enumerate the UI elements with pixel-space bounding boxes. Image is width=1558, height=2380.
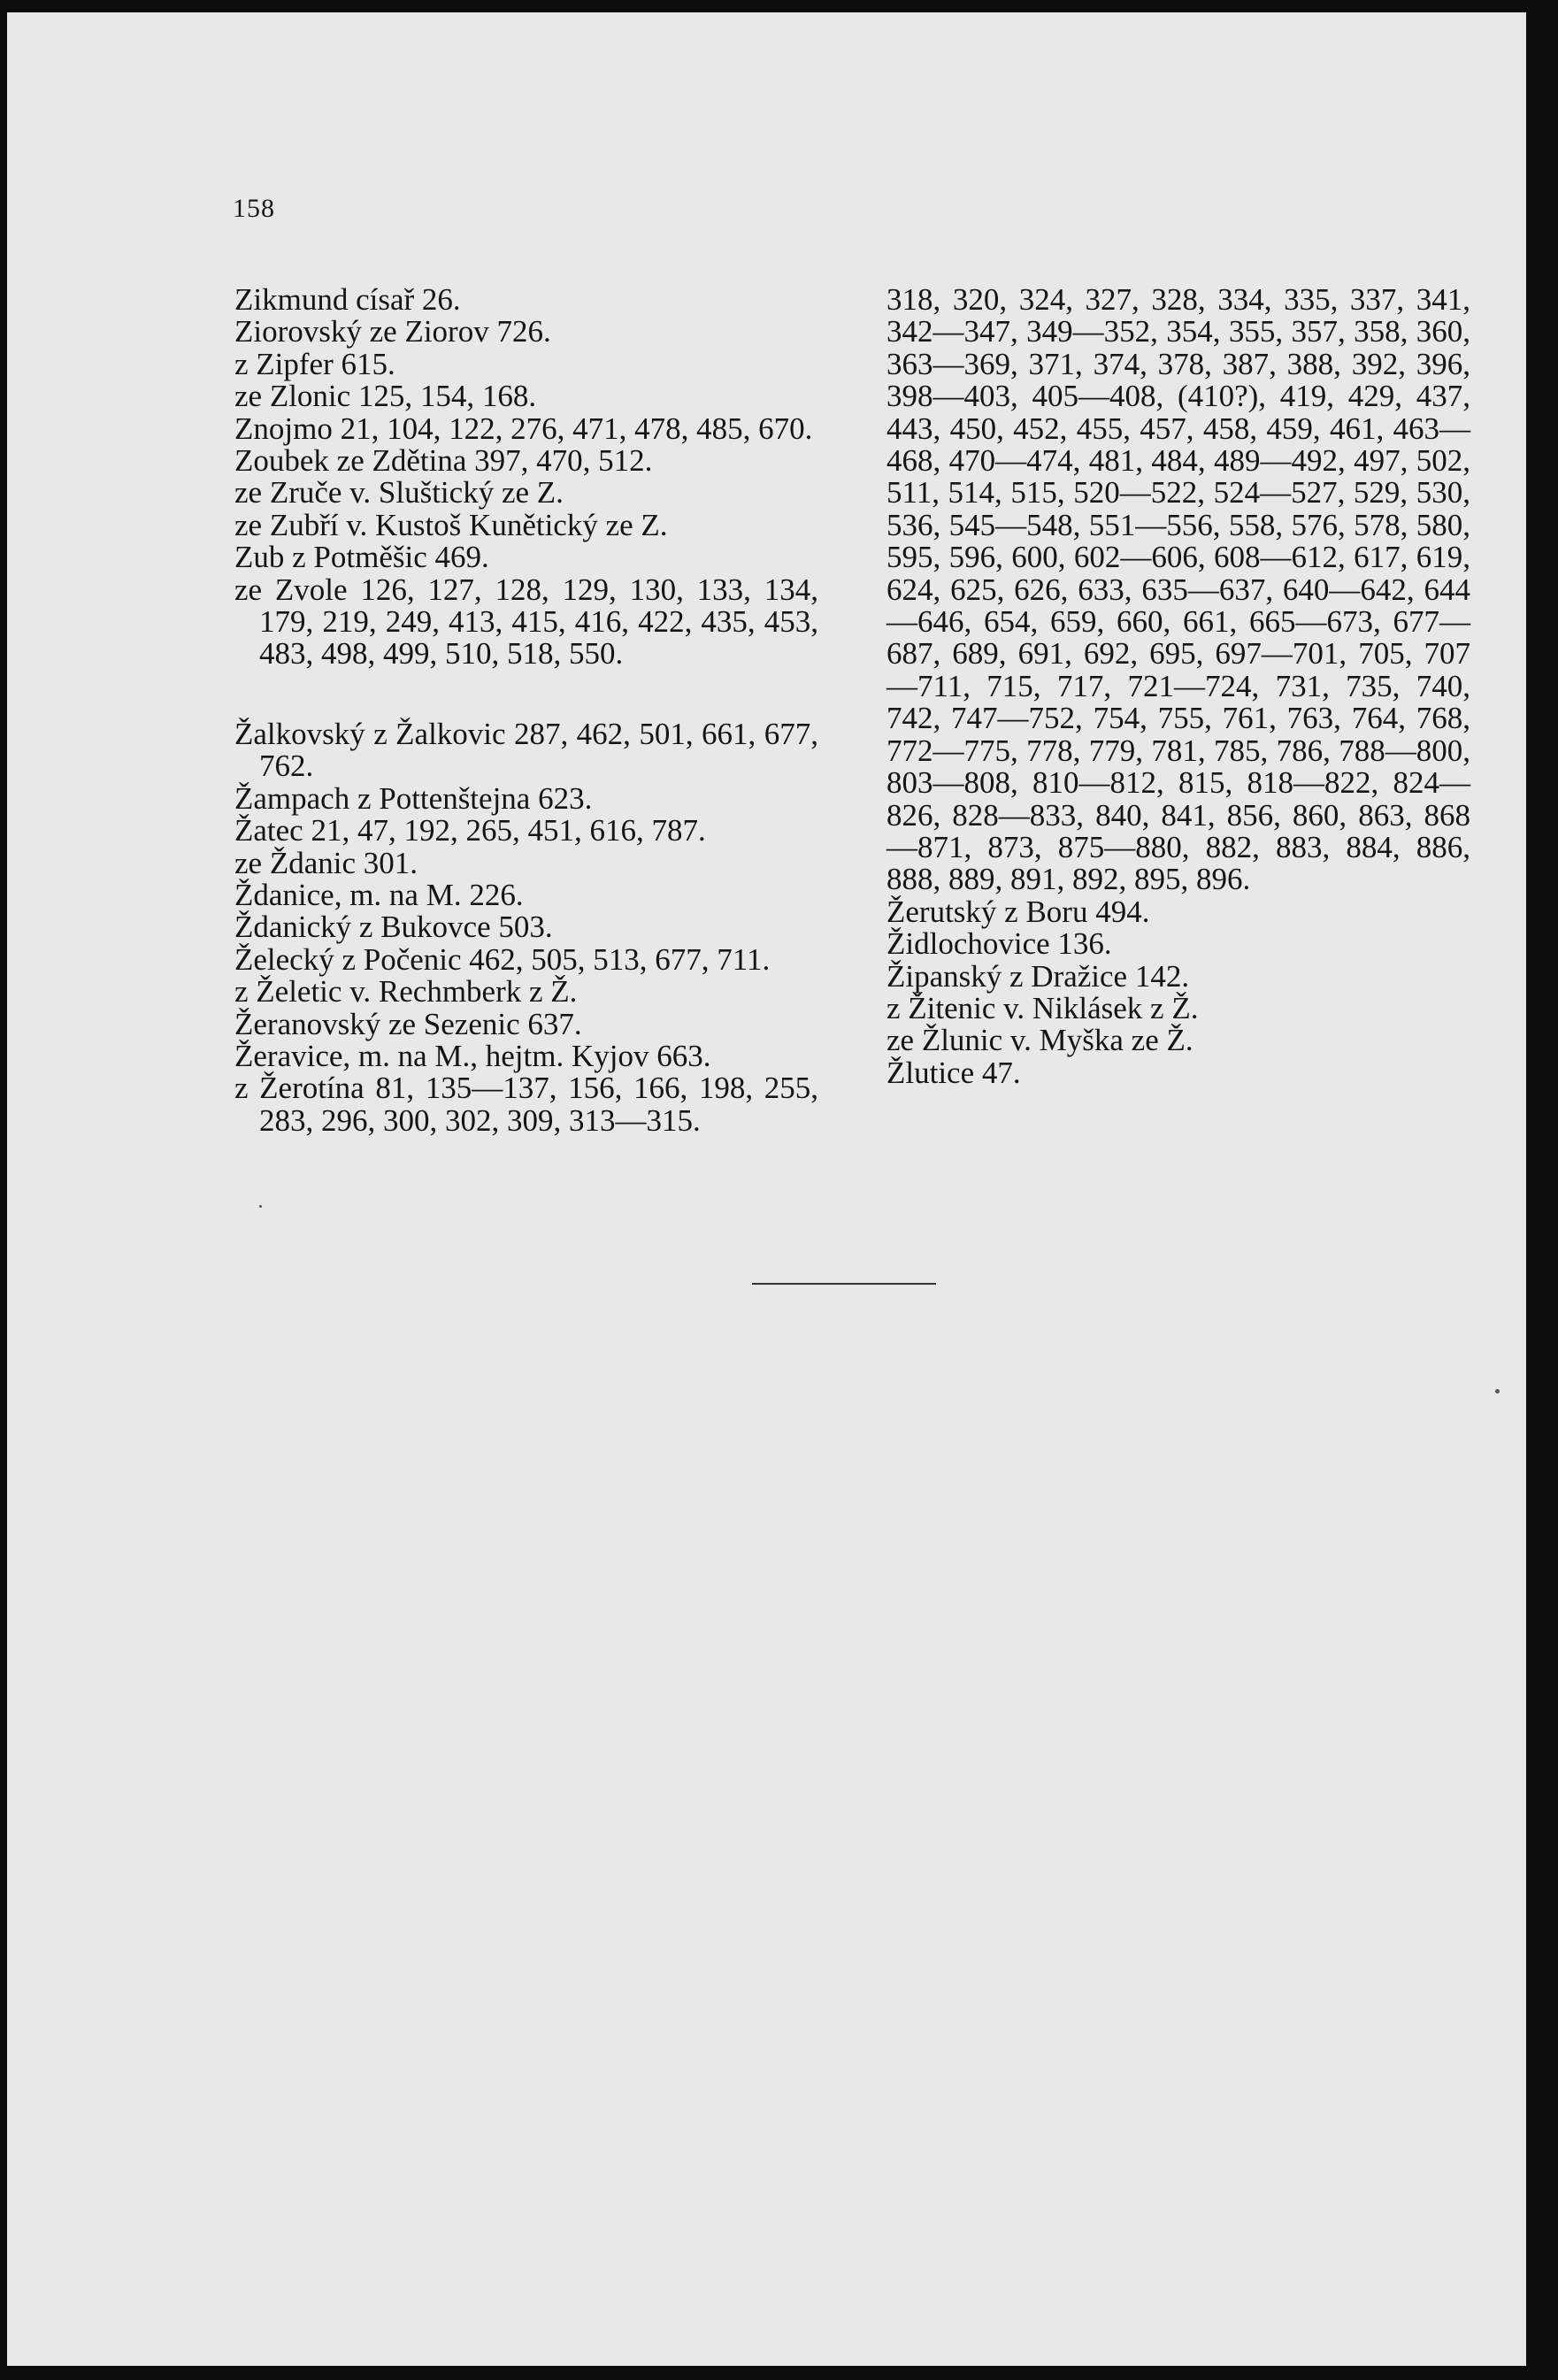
index-entry: ze Zruče v. Sluštický ze Z. bbox=[234, 475, 564, 511]
index-entry: Žerutský z Boru 494. bbox=[886, 894, 1150, 929]
index-entry: ze Ždanic 301. bbox=[234, 845, 418, 880]
index-entry: z Žerotína 81, 135—137, 156, 166, 198, 255, 283, 296, 300, 302, 309, 313—315. bbox=[234, 1071, 818, 1138]
index-entry: Zikmund císař 26. bbox=[234, 282, 461, 317]
end-rule bbox=[752, 1283, 936, 1285]
index-entry: Žeravice, m. na M., hejtm. Kyjov 663. bbox=[234, 1038, 711, 1073]
index-entry: Ziorovský ze Ziorov 726. bbox=[234, 314, 551, 349]
index-entry: ze Zvole 126, 127, 128, 129, 130, 133, 134, 179, 219, 249, 413, 415, 416, 422, 435, 453, 483, 498, 499, 510, 518, 550. bbox=[234, 572, 818, 672]
print-speck bbox=[1495, 1389, 1500, 1393]
index-entry: Žlutice 47. bbox=[886, 1055, 1021, 1090]
book-page bbox=[7, 12, 1526, 2366]
index-entry: Žeranovský ze Sezenic 637. bbox=[234, 1006, 582, 1041]
print-speck bbox=[259, 1205, 262, 1208]
index-entry: z Zipfer 615. bbox=[234, 346, 395, 381]
index-entry: Znojmo 21, 104, 122, 276, 471, 478, 485, 670. bbox=[234, 411, 813, 446]
index-entry: Žalkovský z Žalkovic 287, 462, 501, 661, 677, 762. bbox=[234, 716, 818, 784]
index-entry: Žipanský z Dražice 142. bbox=[886, 958, 1190, 994]
index-entry: Ždanice, m. na M. 226. bbox=[234, 877, 524, 912]
index-entry: Zub z Potměšic 469. bbox=[234, 540, 489, 575]
index-entry: ze Žlunic v. Myška ze Ž. bbox=[886, 1023, 1193, 1058]
index-entry: Žampach z Pottenštejna 623. bbox=[234, 780, 593, 816]
index-entry: Zoubek ze Zdětina 397, 470, 512. bbox=[234, 443, 653, 479]
index-column-right bbox=[886, 284, 1470, 1089]
index-entry: ze Zubří v. Kustoš Kunětický ze Z. bbox=[234, 507, 668, 542]
index-column-left bbox=[234, 284, 818, 1137]
index-entry: z Žitenic v. Niklásek z Ž. bbox=[886, 990, 1199, 1025]
index-entry: Ždanický z Bukovce 503. bbox=[234, 910, 553, 945]
page-number: 158 bbox=[233, 194, 275, 223]
section-gap bbox=[234, 671, 818, 718]
index-entry: Žatec 21, 47, 192, 265, 451, 616, 787. bbox=[234, 813, 706, 848]
index-entry: Želecký z Počenic 462, 505, 513, 677, 711. bbox=[234, 941, 771, 977]
index-entry: ze Zlonic 125, 154, 168. bbox=[234, 379, 537, 414]
index-entry: Židlochovice 136. bbox=[886, 926, 1112, 962]
index-entry: 318, 320, 324, 327, 328, 334, 335, 337, 341, 342—347, 349—352, 354, 355, 357, 358, 360, 363—369, 371, 374, 378, 387, 388, 392, 396, 398—403, 405—408, (410?), 419, 429, 437, 443, 450, 452, 455, 457, 458, 459, 461, 463—468, 470—474, 481, 484, 489—492, 497, 502, 511, 514, 515, 520—522, 524—527, 529, 530, 536, 545—548, 551—556, 558, 576, 578, 580, 595, 596, 600, 602—606, 608—612, 617, 619, 624, 625, 626, 633, 635—637, 640—642, 644—646, 654, 659, 660, 661, 665—673, 677—687, 689, 691, 692, 695, 697—701, 705, 707—711, 715, 717, 721—724, 731, 735, 740, 742, 747—752, 754, 755, 761, 763, 764, 768, 772—775, 778, 779, 781, 785, 786, 788—800, 803—808, 810—812, 815, 818—822, 824—826, 828—833, 840, 841, 856, 860, 863, 868—871, 873, 875—880, 882, 883, 884, 886, 888, 889, 891, 892, 895, 896. bbox=[886, 282, 1470, 897]
index-entry: z Želetic v. Rechmberk z Ž. bbox=[234, 974, 578, 1010]
